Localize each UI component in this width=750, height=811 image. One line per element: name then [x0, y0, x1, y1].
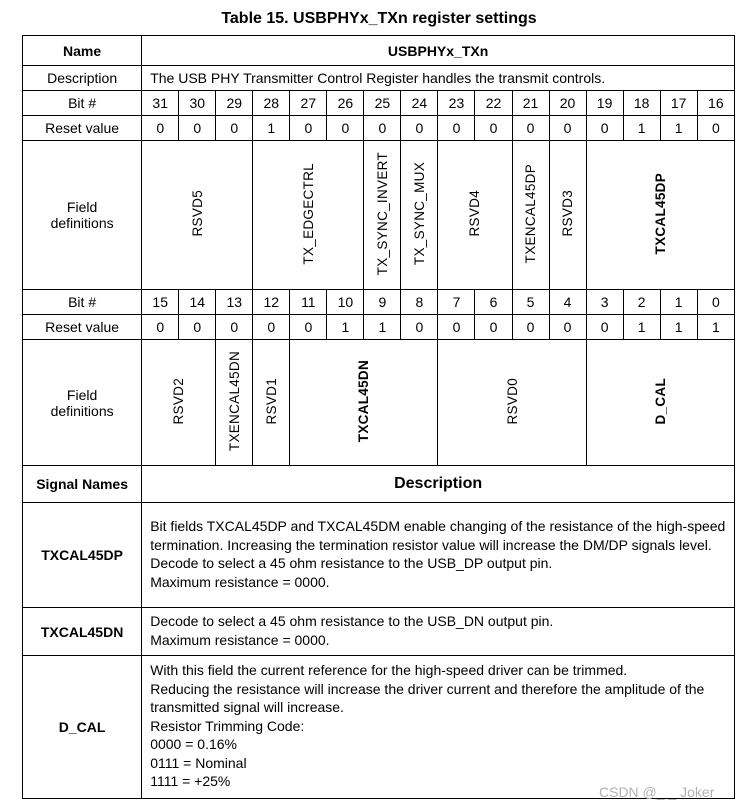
- bit-number: 21: [512, 91, 549, 116]
- field-cell: [290, 340, 438, 466]
- lower-bit-row: [23, 290, 735, 315]
- signal-row: [23, 608, 735, 656]
- bit-number: 2: [623, 290, 660, 315]
- signal-header-row: [23, 466, 735, 503]
- bit-number: 7: [438, 290, 475, 315]
- field-cell: [364, 141, 401, 290]
- register-name: USBPHYx_TXn: [142, 36, 735, 66]
- description-line: Resistor Trimming Code:: [150, 717, 305, 734]
- description-line: Maximum resistance = 0000.: [150, 573, 330, 590]
- bit-number: 16: [697, 91, 734, 116]
- field-cell: [549, 141, 586, 290]
- reset-value: 0: [697, 116, 734, 141]
- reset-value: 1: [660, 315, 697, 340]
- field-name: D_CAL: [652, 377, 668, 425]
- reset-value: 1: [623, 315, 660, 340]
- description-line: Maximum resistance = 0000.: [150, 631, 330, 648]
- bit-number: 18: [623, 91, 660, 116]
- bit-number: 30: [179, 91, 216, 116]
- lower-reset-row: [23, 315, 735, 340]
- field-name: RSVD3: [560, 190, 576, 237]
- reset-value: 0: [586, 315, 623, 340]
- bit-number: 24: [401, 91, 438, 116]
- bit-number: 9: [364, 290, 401, 315]
- bit-number: 19: [586, 91, 623, 116]
- reset-value: 0: [179, 116, 216, 141]
- bit-number: 28: [253, 91, 290, 116]
- reset-value: 0: [142, 315, 179, 340]
- bit-number: 12: [253, 290, 290, 315]
- field-name: TXENCAL45DP: [523, 163, 539, 264]
- signal-names-header: Signal Names: [23, 466, 142, 503]
- reset-value: 0: [290, 315, 327, 340]
- reset-value: 0: [327, 116, 364, 141]
- reset-value: 1: [364, 315, 401, 340]
- field-cell: [512, 141, 549, 290]
- upper-reset-row: [23, 116, 735, 141]
- reset-value: 1: [327, 315, 364, 340]
- reset-value: 0: [475, 116, 512, 141]
- description-line: 0111 = Nominal: [150, 754, 247, 771]
- description-row: [23, 66, 735, 91]
- bit-number: 29: [216, 91, 253, 116]
- register-description: The USB PHY Transmitter Control Register handles the transmit controls.: [142, 66, 735, 91]
- bit-number: 8: [401, 290, 438, 315]
- reset-value: 0: [290, 116, 327, 141]
- bit-number: 26: [327, 91, 364, 116]
- reset-value: 0: [438, 315, 475, 340]
- field-name: RSVD1: [263, 377, 279, 425]
- field-name: RSVD2: [171, 377, 187, 425]
- description-line: 0000 = 0.16%: [150, 736, 237, 753]
- bit-number: 17: [660, 91, 697, 116]
- signal-description: [142, 608, 735, 656]
- description-line: Decode to select a 45 ohm resistance to the USB_DN output pin.: [150, 613, 554, 629]
- reset-value: 0: [216, 315, 253, 340]
- lower-field-row: [23, 340, 735, 466]
- bit-number: 11: [290, 290, 327, 315]
- reset-value: 0: [549, 116, 586, 141]
- reset-value: 0: [475, 315, 512, 340]
- bit-number: 0: [697, 290, 734, 315]
- watermark: CSDN @_ _ Joker: [599, 784, 715, 800]
- reset-value: 0: [586, 116, 623, 141]
- bit-number: 20: [549, 91, 586, 116]
- bit-number: 3: [586, 290, 623, 315]
- field-cell: [142, 141, 253, 290]
- signal-row: [23, 656, 735, 799]
- upper-field-row: [23, 141, 735, 290]
- reset-value: 0: [179, 315, 216, 340]
- bit-number: 22: [475, 91, 512, 116]
- field-cell: [142, 340, 216, 466]
- bit-number: 10: [327, 290, 364, 315]
- reset-value: 0: [512, 116, 549, 141]
- table-title: Table 15. USBPHYx_TXn register settings: [221, 10, 537, 27]
- description-line: With this field the current reference for the high-speed driver can be trimmed.: [150, 662, 628, 679]
- reset-value: 1: [660, 116, 697, 141]
- description-line: Decode to select a 45 ohm resistance to the USB_DP output pin.: [150, 555, 553, 571]
- reset-value: 0: [401, 116, 438, 141]
- reset-value: 0: [253, 315, 290, 340]
- signal-description: [142, 656, 735, 799]
- field-cell: [253, 141, 364, 290]
- field-name: TXCAL45DP: [652, 172, 668, 255]
- signal-description: [142, 503, 735, 608]
- bit-label: Bit #: [23, 91, 142, 116]
- bit-number: 5: [512, 290, 549, 315]
- signal-name: TXCAL45DN: [23, 608, 142, 656]
- description-line: 1111 = +25%: [150, 773, 231, 790]
- field-cell: [438, 340, 586, 466]
- field-name: RSVD5: [189, 190, 205, 237]
- bit-number: 14: [179, 290, 216, 315]
- bit-number: 13: [216, 290, 253, 315]
- field-label: Field definitions: [23, 141, 142, 290]
- bit-number: 31: [142, 91, 179, 116]
- register-table: [22, 35, 735, 799]
- reset-value: 1: [253, 116, 290, 141]
- reset-value: 0: [549, 315, 586, 340]
- field-name: RSVD4: [467, 190, 483, 237]
- signal-name: D_CAL: [23, 656, 142, 799]
- description-line: Reducing the resistance will increase the driver current and therefore the amplitude of the transmitted signal will increase.: [150, 680, 705, 716]
- reset-value: 0: [216, 116, 253, 141]
- field-cell: [216, 340, 253, 466]
- bit-number: 4: [549, 290, 586, 315]
- field-cell: [438, 141, 512, 290]
- upper-bit-row: [23, 91, 735, 116]
- bit-number: 27: [290, 91, 327, 116]
- reset-value: 1: [623, 116, 660, 141]
- description-label: Description: [23, 66, 142, 91]
- bit-number: 25: [364, 91, 401, 116]
- field-cell: [401, 141, 438, 290]
- reset-label: Reset value: [23, 116, 142, 141]
- bit-number: 15: [142, 290, 179, 315]
- signal-name: TXCAL45DP: [23, 503, 142, 608]
- field-cell: [253, 340, 290, 466]
- reset-value: 1: [697, 315, 734, 340]
- bit-number: 6: [475, 290, 512, 315]
- field-name: RSVD0: [504, 377, 520, 425]
- field-name: TX_SYNC_INVERT: [374, 151, 390, 276]
- field-name: TXCAL45DN: [356, 359, 372, 443]
- field-cell: [586, 340, 734, 466]
- bit-number: 1: [660, 290, 697, 315]
- name-label: Name: [23, 36, 142, 66]
- bit-label: Bit #: [23, 290, 142, 315]
- bit-number: 23: [438, 91, 475, 116]
- description-line: Bit fields TXCAL45DP and TXCAL45DM enable changing of the resistance of the high-speed termination. Increasing the termination resistor value will increase the DM/DP signals level.: [150, 518, 726, 553]
- reset-value: 0: [438, 116, 475, 141]
- field-cell: [586, 141, 734, 290]
- description-header: Description: [142, 466, 735, 503]
- field-name: TX_SYNC_MUX: [411, 161, 427, 266]
- field-name: TXENCAL45DN: [226, 350, 242, 452]
- reset-value: 0: [401, 315, 438, 340]
- reset-value: 0: [364, 116, 401, 141]
- reset-value: 0: [512, 315, 549, 340]
- field-name: TX_EDGECTRL: [300, 162, 316, 265]
- reset-value: 0: [142, 116, 179, 141]
- name-row: [23, 36, 735, 66]
- reset-label: Reset value: [23, 315, 142, 340]
- signal-row: [23, 503, 735, 608]
- field-label: Field definitions: [23, 340, 142, 466]
